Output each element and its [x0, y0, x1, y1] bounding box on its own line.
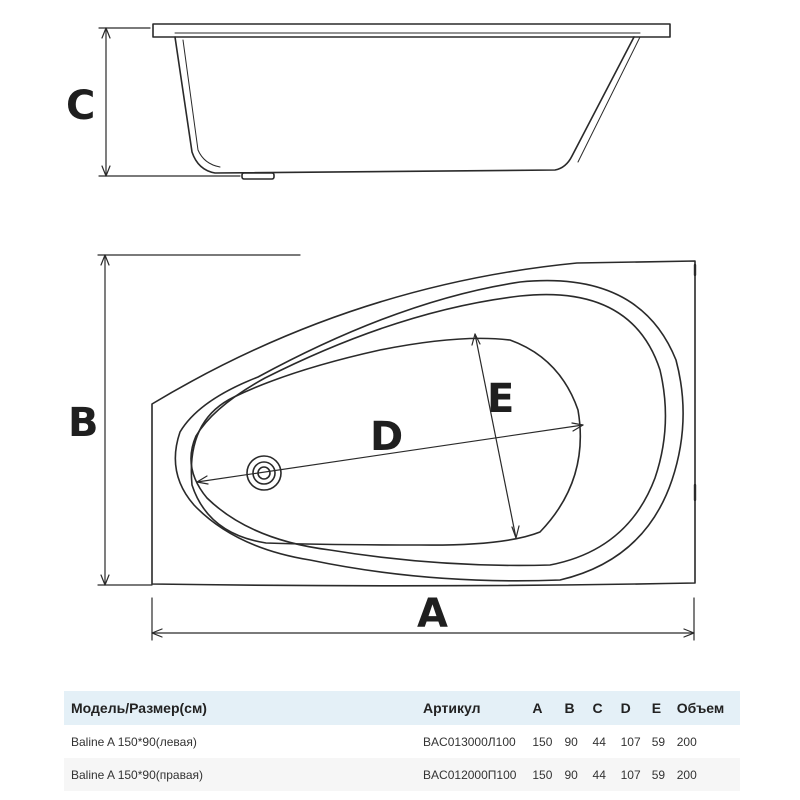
side-view-drain-foot: [242, 173, 274, 179]
side-view-inner-wall: [183, 40, 220, 167]
table-row: [64, 758, 740, 791]
cell-d: 107: [620, 767, 641, 782]
label-b: B: [68, 400, 99, 446]
dimension-c: [99, 28, 240, 176]
cell-article: BAC013000Л100: [423, 734, 516, 749]
top-view-rim-outer: [175, 281, 683, 581]
header-article: Артикул: [423, 700, 481, 716]
drain-icon: [247, 456, 281, 490]
header-a: A: [532, 700, 543, 716]
cell-e: 59: [651, 734, 666, 749]
cell-a: 150: [532, 734, 553, 749]
cell-volume: 200: [676, 767, 697, 782]
header-b: B: [564, 700, 575, 716]
side-view-rim: [153, 24, 670, 37]
header-volume: Объем: [676, 700, 725, 716]
header-model: Модель/Размер(см): [71, 700, 207, 716]
cell-d: 107: [620, 734, 641, 749]
cell-model: Baline A 150*90(левая): [71, 734, 197, 749]
header-e: E: [651, 700, 662, 716]
header-c: C: [592, 700, 603, 716]
side-view: [153, 24, 670, 179]
spec-table-header-row: [64, 691, 740, 725]
label-c: C: [66, 83, 96, 129]
top-view: [152, 261, 695, 586]
cell-volume: 200: [676, 734, 697, 749]
cell-c: 44: [592, 767, 606, 782]
spec-table: [64, 691, 740, 791]
cell-b: 90: [564, 767, 578, 782]
label-a: A: [417, 591, 448, 637]
side-view-tub-body: [175, 37, 634, 173]
label-e: E: [487, 376, 515, 422]
table-row: [64, 725, 740, 758]
cell-e: 59: [651, 767, 666, 782]
cell-b: 90: [564, 734, 578, 749]
top-view-rim-inner: [191, 295, 665, 566]
cell-a: 150: [532, 767, 553, 782]
cell-article: BAC012000П100: [423, 767, 517, 782]
header-d: D: [620, 700, 631, 716]
side-view-outer-rim-right: [578, 37, 640, 162]
cell-model: Baline A 150*90(правая): [71, 767, 203, 782]
label-d: D: [370, 414, 404, 460]
cell-c: 44: [592, 734, 606, 749]
